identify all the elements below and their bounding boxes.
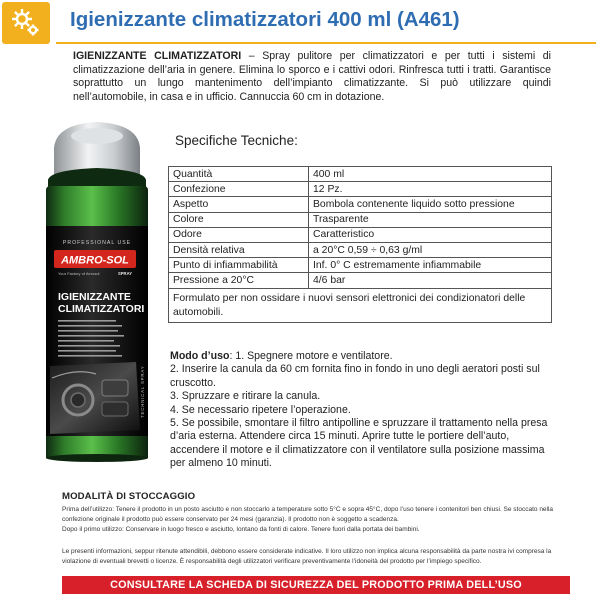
brand-tagline: Your Factory of Aerosol (58, 271, 100, 276)
spec-value: 400 ml (309, 167, 552, 182)
safety-warning-banner: CONSULTARE LA SCHEDA DI SICUREZZA DEL PRODOTTO PRIMA DELL’USO (62, 576, 570, 594)
spec-row (169, 197, 552, 212)
spec-value: 12 Pz. (309, 182, 552, 197)
spec-key: Quantità (169, 167, 309, 182)
spec-key: Pressione a 20°C (169, 273, 309, 288)
usage-step: 2. Inserire la canula da 60 cm fornita fino in fondo in uno degli aeratori posti sul cruscotto. (170, 363, 540, 389)
brand-name: AMBRO-SOL (61, 254, 129, 267)
storage-title: MODALITÀ DI STOCCAGGIO (62, 491, 196, 502)
storage-line: Prima dell’utilizzo: Tenere il prodotto in un posto asciutto e non stoccarlo a temperature sotto 5°C e sopra 45°C, dopo l’uso tenere i contenitori ben chiusi. Se stoccato nella confezione originale il prodotto può essere conservato per 24 mesi (garanzia). Il prodotto non è soggetto a scadenza. (62, 506, 554, 524)
usage-title: Modo d’uso (170, 350, 230, 362)
spec-key: Aspetto (169, 197, 309, 212)
spec-row (169, 212, 552, 227)
spec-key: Colore (169, 212, 309, 227)
gears-icon (9, 6, 43, 40)
spec-heading: Specifiche Tecniche: (175, 133, 298, 148)
spec-row (169, 227, 552, 242)
spec-key: Densità relativa (169, 242, 309, 257)
spec-value: Trasparente (309, 212, 552, 227)
header-icon-box (2, 2, 50, 44)
spec-value: Caratteristico (309, 227, 552, 242)
spec-row (169, 258, 552, 273)
can-label-line1: IGIENIZZANTE (58, 291, 131, 303)
product-can-image (36, 118, 158, 468)
usage-step: Modo d’uso: 1. Spegnere motore e ventilatore. (170, 350, 393, 362)
can-side-text: TECHNICAL SPRAY (140, 365, 145, 418)
spec-note: Formulato per non ossidare i nuovi sensori elettronici dei condizionatori delle automobili. (169, 288, 552, 322)
car-dashboard-image (50, 362, 140, 434)
spec-key: Punto di infiammabilità (169, 258, 309, 273)
storage-text (62, 505, 570, 536)
usage-step: 5. Se possibile, smontare il filtro antipolline e spruzzare il trattamento nella presa d’aria esterna. Attendere circa 15 minuti. Aprire tutte le portiere dell’auto, accendere il motore e il climatizzatore con il ventilatore sulla posizione massima per almeno 10 minuti. (170, 417, 548, 470)
spec-key: Odore (169, 227, 309, 242)
spec-key: Confezione (169, 182, 309, 197)
brand-logo (54, 250, 136, 276)
can-professional-use-text: PROFESSIONAL USE (62, 240, 132, 246)
storage-line: Dopo il primo utilizzo: Conservare in luogo fresco e asciutto, lontano da fonti di calore. Tenere fuori dalla portata dei bambini. (62, 526, 420, 534)
spec-value: Bombola contenente liquido sotto pressione (309, 197, 552, 212)
spec-value: 4/6 bar (309, 273, 552, 288)
spec-value: Inf. 0° C estremamente infiammabile (309, 258, 552, 273)
product-description-text: – Spray pulitore per climatizzatori e per tutti i sistemi di climatizzazione dell’aria in genere. Elimina lo sporco e i cattivi odori. Rinfresca tutti i tratti. Garantisce soprattutto un lungo mantenimento dell’impianto climatizzante. Si può utilizzare quindi nell’automobile, in casa e in ufficio. Cannuccia 60 cm in dotazione. (73, 50, 551, 103)
usage-step: 3. Spruzzare e ritirare la canula. (170, 390, 321, 403)
spec-table (168, 166, 552, 323)
spec-row (169, 273, 552, 288)
product-description (73, 50, 551, 104)
spec-note-row (169, 288, 552, 322)
can-label-line2: CLIMATIZZATORI (58, 303, 145, 315)
spec-row (169, 242, 552, 257)
spec-row (169, 182, 552, 197)
disclaimer: Le presenti informazioni, seppur ritenute attendibili, debbono essere considerate indicative. Il loro utilizzo non implica alcuna responsabilità da parte nostra ivi compresa la violazione di eventuali brevetti o licenze. È responsabilità degli utilizzatori verificare preventivamente l’idoneità del prodotto per l’impiego specifico. (62, 548, 552, 565)
page-title: Igienizzante climatizzatori 400 ml (A461) (70, 8, 460, 31)
spec-row (169, 167, 552, 182)
spec-value: a 20°C 0,59 ÷ 0,63 g/ml (309, 242, 552, 257)
product-name: IGIENIZZANTE CLIMATIZZATORI (73, 50, 242, 62)
usage-step: 4. Se necessario ripetere l’operazione. (170, 403, 351, 416)
brand-sub: SPRAY (117, 271, 132, 276)
usage-instructions (170, 350, 558, 471)
header-divider (56, 42, 596, 44)
